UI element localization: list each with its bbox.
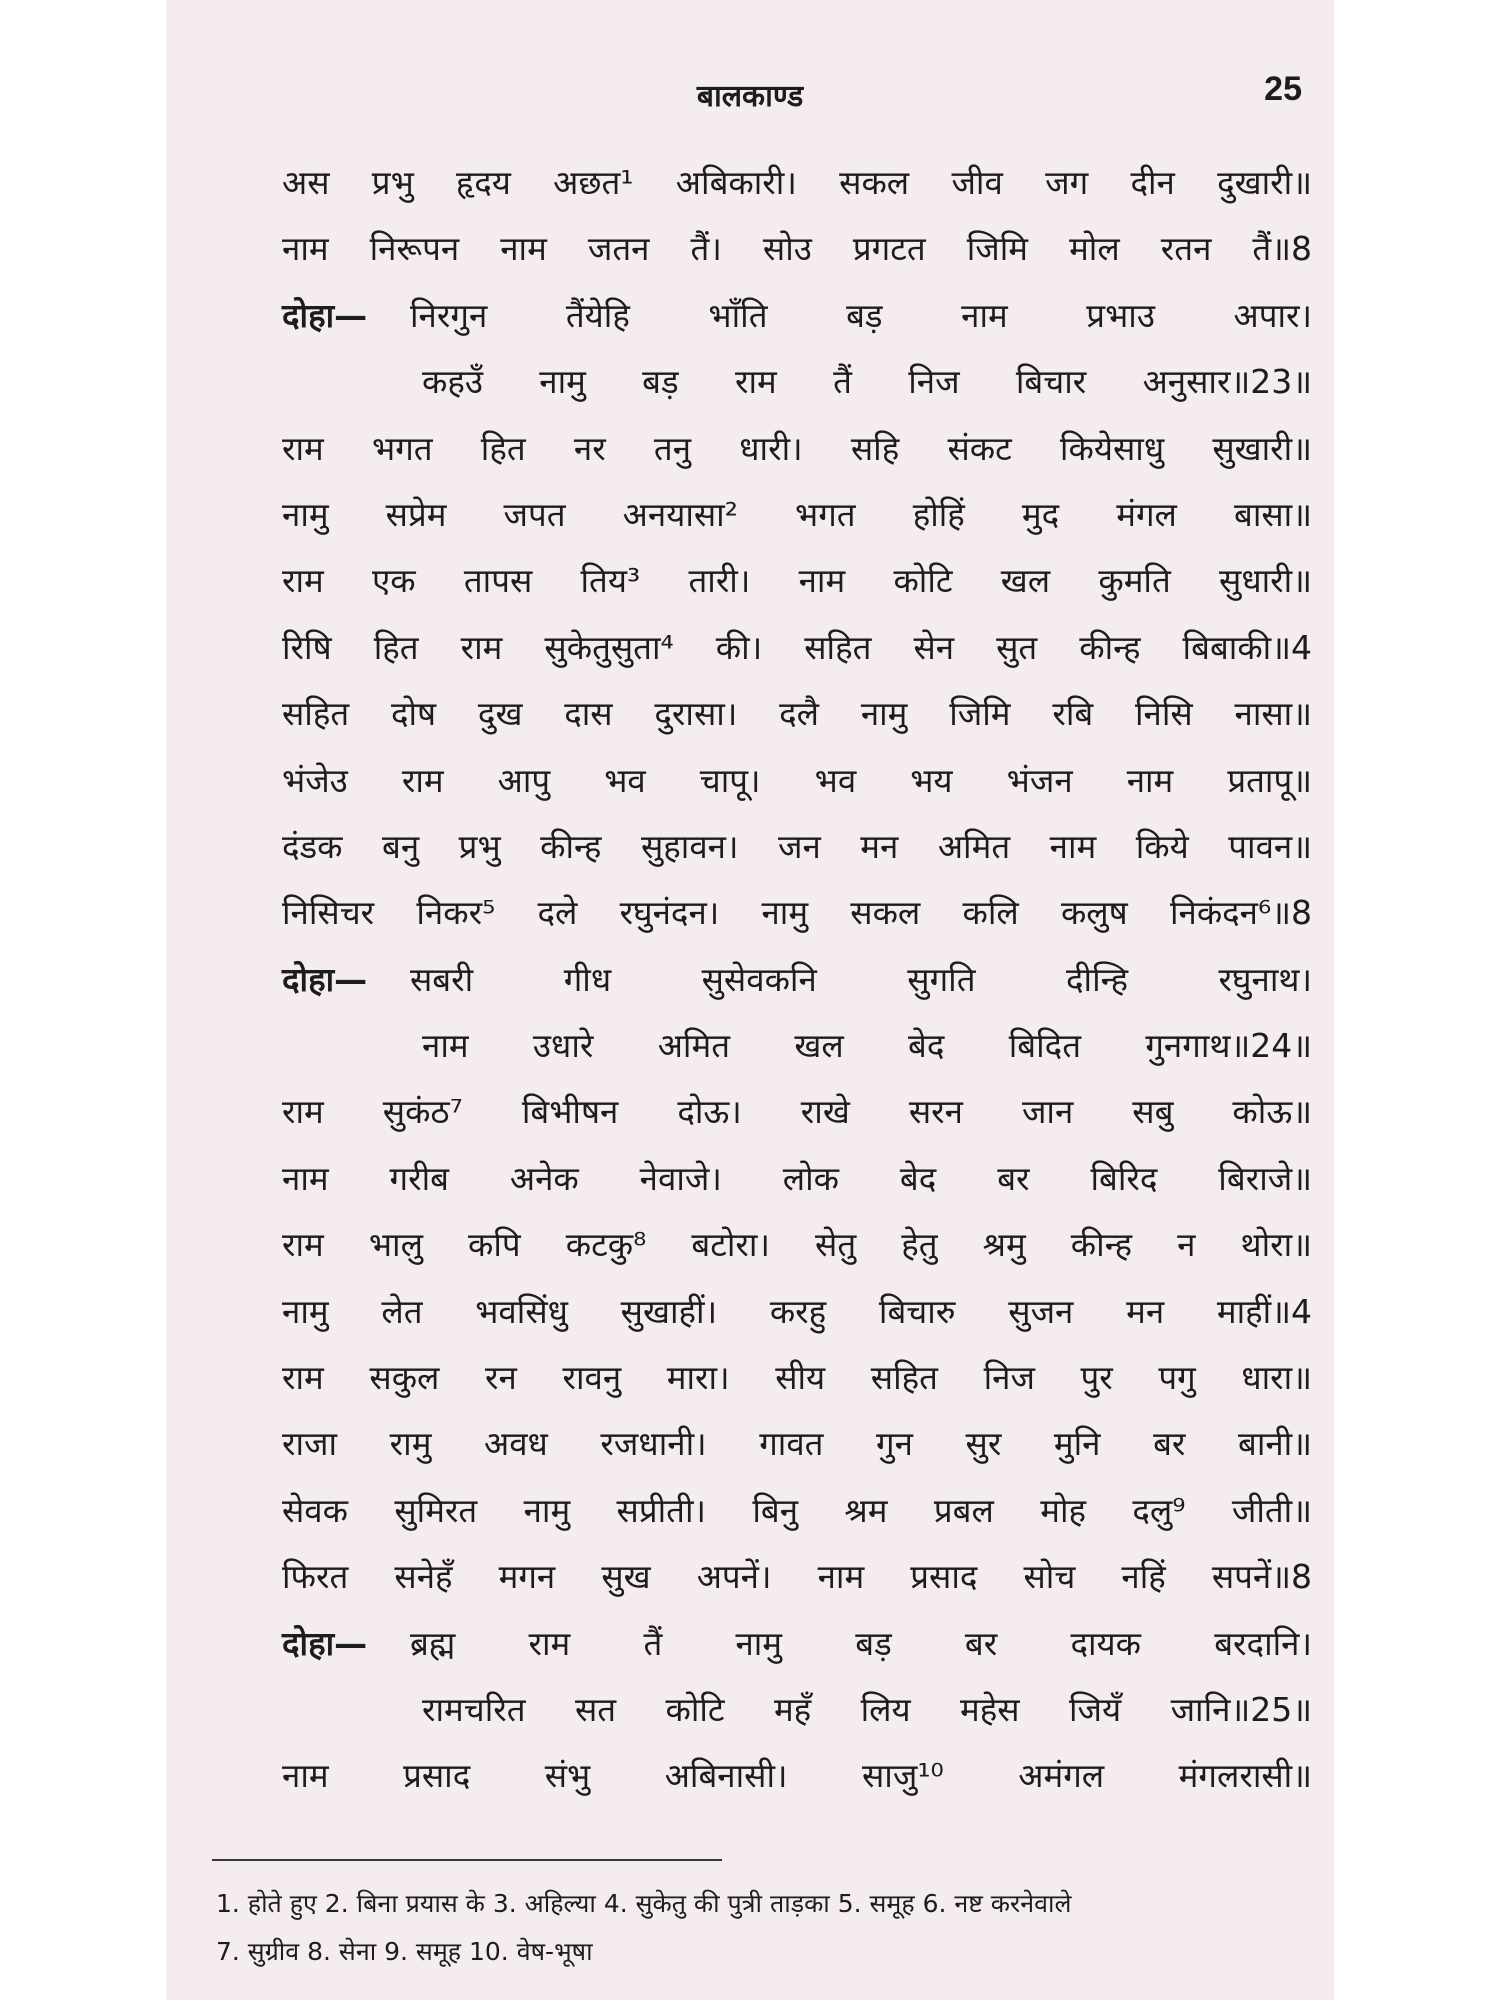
verse-line [282, 1743, 1312, 1809]
verse-text: सबरी गीध सुसेवकनि सुगति दीन्हि रघुनाथ। [410, 959, 1312, 999]
footnote-divider [212, 1859, 722, 1861]
verse-line [282, 1279, 1312, 1345]
verse-text: नाम प्रसाद संभु अबिनासी। साजु¹⁰ अमंगल मंगलरासी॥ [282, 1756, 1312, 1796]
verse-text: राम भालु कपि कटकु⁸ बटोरा। सेतु हेतु श्रमु कीन्ह न थोरा॥ [282, 1225, 1312, 1265]
verse-line [282, 482, 1312, 548]
verse-text: रामचरित सत कोटि महँ लिय महेस जियँ जानि॥25॥ [422, 1689, 1312, 1729]
verse-text: नामु लेत भवसिंधु सुखाहीं। करहु बिचारु सुजन मन माहीं॥4 [282, 1291, 1312, 1331]
verse-line [282, 548, 1312, 614]
verse-text: नामु सप्रेम जपत अनयासा² भगत होहिं मुद मंगल बासा॥ [282, 494, 1312, 534]
verse-line [282, 1478, 1312, 1544]
verse-text: निसिचर निकर⁵ दले रघुनंदन। नामु सकल कलि कलुष निकंदन⁶॥8 [282, 893, 1312, 933]
verse-line [282, 216, 1312, 282]
verse-line [282, 1079, 1312, 1145]
verse-text: अस प्रभु हृदय अछत¹ अबिकारी। सकल जीव जग दीन दुखारी॥ [282, 163, 1312, 202]
verse-block [282, 150, 1312, 1810]
verse-line [282, 615, 1312, 681]
verse-line [282, 1212, 1312, 1278]
verse-text: सहित दोष दुख दास दुरासा। दलै नामु जिमि रबि निसि नासा॥ [282, 694, 1312, 734]
doha-line [282, 947, 1312, 1013]
verse-text: नाम निरूपन नाम जतन तैं। सोउ प्रगटत जिमि मोल रतन तैं॥8 [282, 229, 1312, 269]
verse-line [282, 150, 1312, 216]
verse-line [282, 1411, 1312, 1477]
page-number: 25 [1264, 70, 1302, 108]
verse-text: फिरत सनेहँ मगन सुख अपनें। नाम प्रसाद सोच नहिं सपनें॥8 [282, 1557, 1312, 1597]
verse-text: राम एक तापस तिय³ तारी। नाम कोटि खल कुमति सुधारी॥ [282, 561, 1312, 601]
footnotes [216, 1880, 1316, 1976]
doha-line [282, 1013, 1312, 1079]
verse-text: भंजेउ राम आपु भव चापू। भव भय भंजन नाम प्रतापू॥ [282, 760, 1312, 800]
verse-text: राम सुकंठ⁷ बिभीषन दोऊ। राखे सरन जान सबु कोऊ॥ [282, 1092, 1312, 1132]
verse-line [282, 1544, 1312, 1610]
verse-text: राम सकुल रन रावनु मारा। सीय सहित निज पुर पगु धारा॥ [282, 1358, 1312, 1398]
verse-text: ब्रह्म राम तैं नामु बड़ बर दायक बरदानि। [410, 1623, 1312, 1663]
verse-line [282, 1146, 1312, 1212]
book-page [166, 0, 1334, 2000]
verse-line [282, 748, 1312, 814]
doha-label: दोहा— [282, 295, 368, 335]
footnote-line: 1. होते हुए 2. बिना प्रयास के 3. अहिल्या 4. सुकेतु की पुत्री ताड़का 5. समूह 6. नष्ट करनेवाले [216, 1889, 1072, 1918]
verse-text: रिषि हित राम सुकेतुसुता⁴ की। सहित सेन सुत कीन्ह बिबाकी॥4 [282, 627, 1312, 667]
verse-line [282, 416, 1312, 482]
doha-line [282, 349, 1312, 415]
doha-line [282, 1611, 1312, 1677]
verse-text: नाम उधारे अमित खल बेद बिदित गुनगाथ॥24॥ [422, 1026, 1312, 1066]
verse-line [282, 880, 1312, 946]
verse-text: नाम गरीब अनेक नेवाजे। लोक बेद बर बिरिद बिराजे॥ [282, 1158, 1312, 1198]
verse-text: राजा रामु अवध रजधानी। गावत गुन सुर मुनि बर बानी॥ [282, 1424, 1312, 1464]
verse-line [282, 1345, 1312, 1411]
verse-text: राम भगत हित नर तनु धारी। सहि संकट कियेसाधु सुखारी॥ [282, 428, 1312, 468]
verse-line [282, 814, 1312, 880]
verse-text: सेवक सुमिरत नामु सप्रीती। बिनु श्रम प्रबल मोह दलु⁹ जीती॥ [282, 1490, 1312, 1530]
doha-label: दोहा— [282, 1623, 368, 1663]
doha-line [282, 1677, 1312, 1743]
doha-label: दोहा— [282, 959, 368, 999]
doha-line [282, 283, 1312, 349]
verse-text: दंडक बनु प्रभु कीन्ह सुहावन। जन मन अमित नाम किये पावन॥ [282, 826, 1312, 866]
verse-text: कहउँ नामु बड़ राम तैं निज बिचार अनुसार॥23॥ [422, 362, 1312, 402]
verse-text: निरगुन तैंयेहि भाँति बड़ नाम प्रभाउ अपार। [410, 295, 1312, 335]
page-title: बालकाण्ड [696, 79, 804, 114]
verse-line [282, 681, 1312, 747]
footnote-line: 7. सुग्रीव 8. सेना 9. समूह 10. वेष-भूषा [216, 1937, 593, 1966]
